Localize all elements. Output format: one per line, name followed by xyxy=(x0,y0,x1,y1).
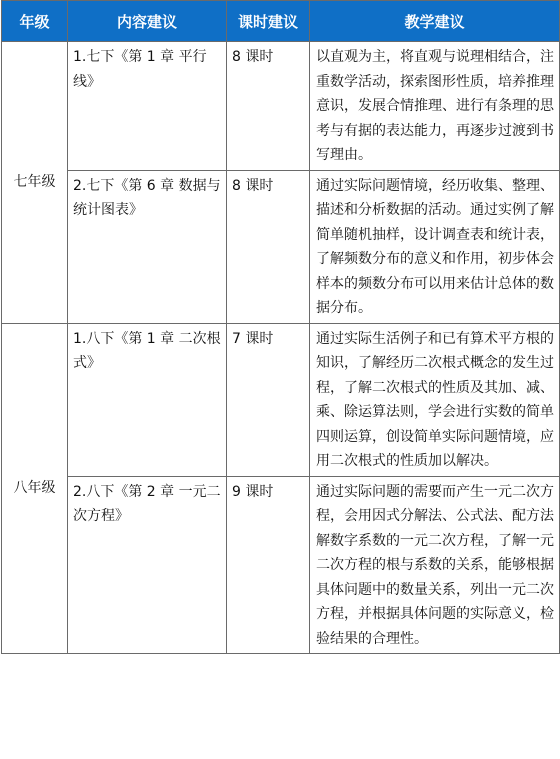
grade-cell: 八年级 xyxy=(2,323,68,654)
header-content: 内容建议 xyxy=(68,1,227,42)
header-advice: 教学建议 xyxy=(310,1,560,42)
hours-cell: 8 课时 xyxy=(227,170,310,323)
advice-cell: 以直观为主，将直观与说理相结合，注重数学活动，探索图形性质，培养推理意识，发展合情推理、进行有条理的思考与有据的表达能力，再逐步过渡到书写理由。 xyxy=(310,42,560,171)
content-cell: 2.八下《第 2 章 一元二次方程》 xyxy=(68,476,227,654)
table-row xyxy=(2,323,560,476)
hours-cell: 7 课时 xyxy=(227,323,310,476)
header-grade: 年级 xyxy=(2,1,68,42)
content-cell: 2.七下《第 6 章 数据与统计图表》 xyxy=(68,170,227,323)
header-row xyxy=(2,1,560,42)
content-cell: 1.八下《第 1 章 二次根式》 xyxy=(68,323,227,476)
content-cell: 1.七下《第 1 章 平行线》 xyxy=(68,42,227,171)
hours-cell: 8 课时 xyxy=(227,42,310,171)
teaching-plan-table xyxy=(1,0,560,654)
advice-cell: 通过实际问题的需要而产生一元二次方程，会用因式分解法、公式法、配方法解数字系数的一元二次方程，了解一元二次方程的根与系数的关系，能够根据具体问题中的数量关系，列出一元二次方程，并根据具体问题的实际意义，检验结果的合理性。 xyxy=(310,476,560,654)
table-row xyxy=(2,42,560,171)
header-hours: 课时建议 xyxy=(227,1,310,42)
advice-cell: 通过实际问题情境，经历收集、整理、描述和分析数据的活动。通过实例了解简单随机抽样，设计调查表和统计表，了解频数分布的意义和作用，初步体会样本的频数分布可以用来估计总体的数据分布。 xyxy=(310,170,560,323)
hours-cell: 9 课时 xyxy=(227,476,310,654)
grade-cell: 七年级 xyxy=(2,42,68,324)
table-row xyxy=(2,476,560,654)
advice-cell: 通过实际生活例子和已有算术平方根的知识，了解经历二次根式概念的发生过程，了解二次根式的性质及其加、减、乘、除运算法则，学会进行实数的简单四则运算，创设简单实际问题情境，应用二次根式的性质加以解决。 xyxy=(310,323,560,476)
table-row xyxy=(2,170,560,323)
